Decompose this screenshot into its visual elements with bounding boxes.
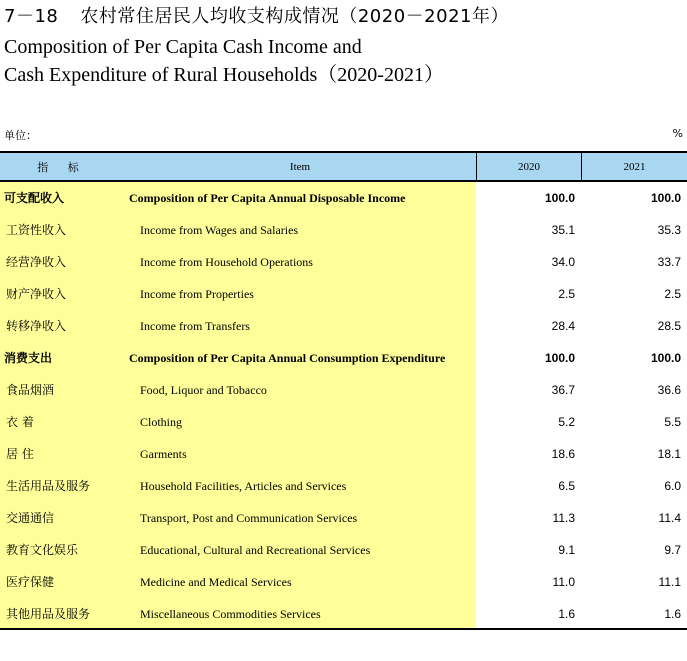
- row-label-english: Income from Transfers: [140, 319, 250, 333]
- row-label-chinese: 教育文化娱乐: [6, 543, 79, 557]
- page-title-english-line2: Cash Expenditure of Rural Households（2020-2021）: [4, 64, 444, 86]
- header-year-2021: 2021: [581, 153, 687, 180]
- row-label-english: Income from Household Operations: [140, 255, 313, 269]
- table-row: [0, 246, 687, 278]
- row-value-2021: 33.7: [657, 255, 681, 269]
- row-value-2020: 2.5: [558, 287, 575, 301]
- row-label-chinese: 食品烟酒: [6, 383, 55, 397]
- row-value-2020: 1.6: [558, 607, 575, 621]
- row-value-2021: 18.1: [657, 447, 681, 461]
- row-value-2021: 36.6: [657, 383, 681, 397]
- row-label-chinese: 医疗保健: [6, 575, 55, 589]
- table-row: [0, 534, 687, 566]
- row-label-english: Food, Liquor and Tobacco: [140, 383, 267, 397]
- row-value-2020: 11.3: [552, 511, 575, 525]
- row-value-2020: 6.5: [558, 479, 575, 493]
- row-label-chinese: 转移净收入: [6, 319, 67, 333]
- unit-label: 单位：: [4, 129, 37, 142]
- row-label-english: Composition of Per Capita Annual Disposable Income: [129, 191, 406, 205]
- row-label-english: Garments: [140, 447, 187, 461]
- row-value-2020: 34.0: [551, 255, 575, 269]
- table-row: [0, 310, 687, 342]
- table-row: [0, 182, 687, 214]
- row-label-chinese: 其他用品及服务: [6, 607, 91, 621]
- table-number: 7－18: [4, 6, 59, 27]
- table-row: [0, 214, 687, 246]
- row-value-2021: 11.4: [658, 511, 681, 525]
- title-chinese-text: 农村常住居民人均收支构成情况（2020－2021年）: [80, 6, 509, 27]
- row-label-english: Composition of Per Capita Annual Consumption Expenditure: [129, 351, 446, 365]
- row-value-2021: 100.0: [650, 351, 681, 365]
- row-label-chinese: 衣 着: [6, 415, 34, 429]
- row-value-2020: 9.1: [558, 543, 575, 557]
- row-value-2020: 11.0: [552, 575, 575, 589]
- row-label-chinese: 消费支出: [4, 351, 53, 365]
- row-label-chinese: 经营净收入: [6, 255, 67, 269]
- row-value-2020: 100.0: [544, 351, 575, 365]
- page-title-chinese: [4, 4, 509, 30]
- row-label-english: Income from Wages and Salaries: [140, 223, 299, 237]
- row-value-2020: 36.7: [551, 383, 575, 397]
- table-row: [0, 598, 687, 630]
- header-item: Item: [124, 153, 476, 180]
- table-row: [0, 342, 687, 374]
- row-value-2020: 18.6: [551, 447, 575, 461]
- row-label-chinese: 生活用品及服务: [6, 479, 91, 493]
- row-value-2021: 2.5: [664, 287, 681, 301]
- row-value-2021: 5.5: [664, 415, 681, 429]
- row-value-2021: 6.0: [664, 479, 681, 493]
- table-row: [0, 502, 687, 534]
- row-value-2020: 28.4: [551, 319, 575, 333]
- unit-value: %: [672, 127, 683, 140]
- row-value-2021: 11.1: [658, 575, 681, 589]
- row-label-chinese: 工资性收入: [6, 223, 67, 237]
- row-label-english: Miscellaneous Commodities Services: [140, 607, 321, 621]
- table-row: [0, 438, 687, 470]
- row-label-chinese: 交通通信: [6, 511, 55, 525]
- row-label-english: Medicine and Medical Services: [140, 575, 292, 589]
- row-value-2020: 5.2: [558, 415, 575, 429]
- row-value-2021: 100.0: [650, 191, 681, 205]
- table-row: [0, 566, 687, 598]
- row-label-english: Transport, Post and Communication Services: [140, 511, 358, 525]
- table-row: [0, 470, 687, 502]
- table-top-rule: [0, 151, 687, 153]
- page-title-english-line1: Composition of Per Capita Cash Income and: [4, 36, 362, 58]
- table-row: [0, 406, 687, 438]
- row-value-2020: 35.1: [551, 223, 575, 237]
- table-row: [0, 374, 687, 406]
- header-indicator: 指 标: [0, 153, 124, 180]
- row-value-2021: 35.3: [657, 223, 681, 237]
- row-value-2021: 9.7: [664, 543, 681, 557]
- row-value-2020: 100.0: [544, 191, 575, 205]
- row-label-english: Educational, Cultural and Recreational Services: [140, 543, 371, 557]
- row-label-english: Clothing: [140, 415, 183, 429]
- row-label-chinese: 财产净收入: [6, 287, 67, 301]
- row-value-2021: 28.5: [657, 319, 681, 333]
- row-value-2021: 1.6: [664, 607, 681, 621]
- header-year-2020: 2020: [476, 153, 581, 180]
- table-row: [0, 278, 687, 310]
- row-label-english: Income from Properties: [140, 287, 254, 301]
- row-label-english: Household Facilities, Articles and Services: [140, 479, 347, 493]
- row-label-chinese: 居 住: [6, 447, 34, 461]
- row-label-chinese: 可支配收入: [4, 191, 65, 205]
